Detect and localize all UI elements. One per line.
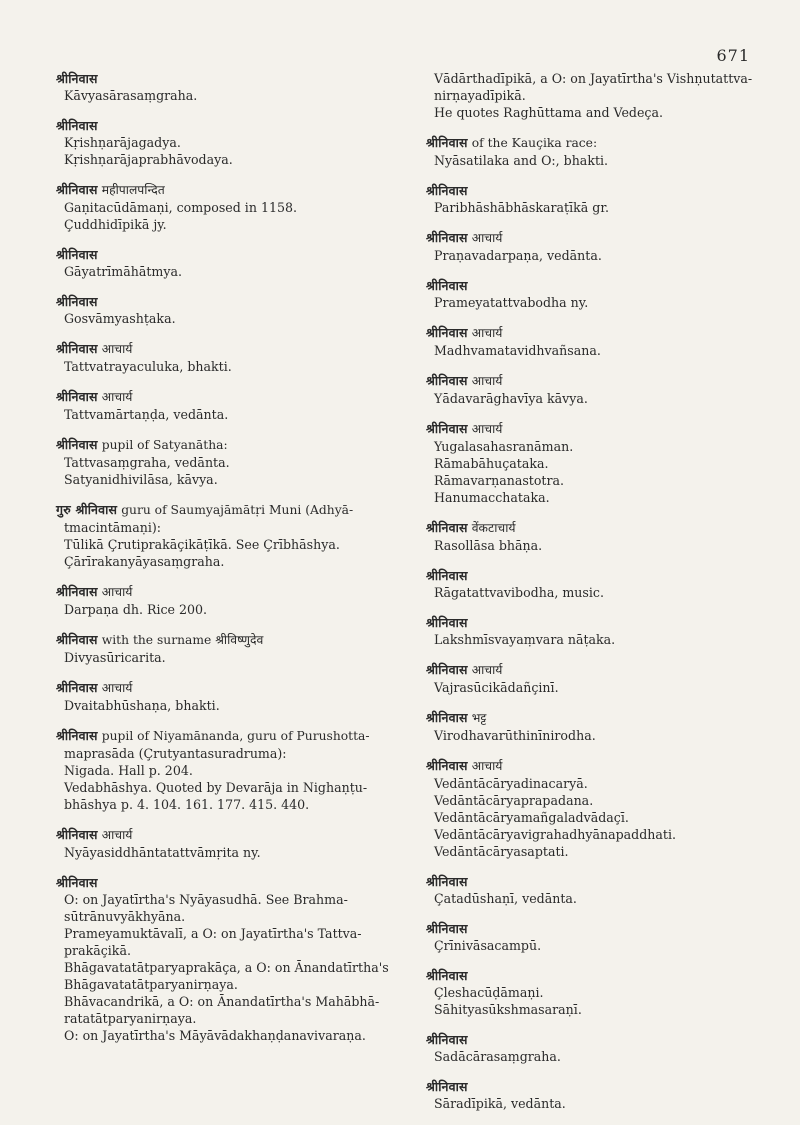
author-name-devanagari: श्रीनिवास: [426, 230, 468, 245]
work-title-line: Gāyatrīmāhātmya.: [64, 264, 182, 279]
catalog-entry: [56, 501, 398, 570]
work-title-line: Vādārthadīpikā, a O: on Jayatīrtha's Vishṇutattva-: [434, 71, 753, 86]
entry-heading: [56, 340, 398, 358]
work-title-line: Çleshacūḍāmaṇi.: [434, 985, 544, 1000]
work-title-line: prakāçikā.: [64, 943, 131, 958]
author-name-devanagari: श्रीनिवास: [426, 421, 468, 436]
work-title-line: Çrīnivāsacampū.: [434, 938, 542, 953]
entry-heading: [56, 874, 398, 891]
catalog-entry: [426, 873, 768, 907]
author-name-devanagari: श्रीनिवास: [426, 520, 468, 535]
catalog-entry: [426, 229, 768, 264]
work-title-line: Prameyamuktāvalī, a O: on Jayatīrtha's Tattva-: [64, 926, 362, 941]
author-name-devanagari: श्रीनिवास: [426, 615, 468, 630]
page-number: 671: [716, 46, 750, 65]
work-title-line: Yādavarāghavīya kāvya.: [434, 391, 588, 406]
catalog-entry: [56, 246, 398, 280]
author-name-devanagari: श्रीनिवास: [56, 437, 98, 452]
work-title-line: Praṇavadarpaṇa, vedānta.: [434, 248, 602, 263]
entry-heading: [426, 567, 768, 584]
catalog-entry: [426, 70, 768, 121]
work-title-line: Hanumacchataka.: [434, 490, 550, 505]
author-name-devanagari: गुरु श्रीनिवास: [56, 502, 118, 517]
entry-heading: [426, 661, 768, 679]
author-name-devanagari: श्रीनिवास: [426, 568, 468, 583]
work-title-line: Vedāntācāryadinacaryā.: [434, 776, 588, 791]
author-name-devanagari: श्रीनिवास: [426, 758, 468, 773]
author-name-devanagari: श्रीनिवास: [56, 341, 98, 356]
entry-heading: [56, 436, 398, 454]
work-title-line: Gaṇitacūdāmaṇi, composed in 1158.: [64, 200, 298, 215]
entry-heading: [426, 873, 768, 890]
author-note: आचार्य: [471, 759, 503, 773]
entry-heading: [426, 757, 768, 775]
author-note: pupil of Niyamānanda, guru of Purushotta-: [101, 729, 370, 743]
entry-heading: [56, 583, 398, 601]
author-name-devanagari: श्रीनिवास: [426, 1032, 468, 1047]
author-name-devanagari: श्रीनिवास: [56, 680, 98, 695]
work-title-line: Gosvāmyashṭaka.: [64, 311, 176, 326]
author-note: with the surname श्रीविष्णुदेव: [101, 633, 264, 647]
work-title-line: Çuddhidīpikā jy.: [64, 217, 167, 232]
author-name-devanagari: श्रीनिवास: [426, 135, 468, 150]
author-name-devanagari: श्रीनिवास: [56, 71, 98, 86]
entry-heading: [56, 501, 398, 519]
author-note: आचार्य: [101, 390, 133, 404]
catalog-entry: [56, 340, 398, 375]
author-note: आचार्य: [471, 422, 503, 436]
work-title-line: Bhāvacandrikā, a O: on Ānandatīrtha's Mahābhā-: [64, 994, 380, 1009]
work-title-line: Bhāgavatatātparyanirṇaya.: [64, 977, 238, 992]
catalog-entry: [426, 920, 768, 954]
catalog-entry: [56, 679, 398, 714]
entry-heading: [426, 1078, 768, 1095]
entry-heading: [426, 134, 768, 152]
work-title-line: Dvaitabhūshaṇa, bhakti.: [64, 698, 220, 713]
right-column: [426, 70, 768, 1125]
author-name-devanagari: श्रीनिवास: [426, 373, 468, 388]
author-note: pupil of Satyanātha:: [101, 438, 228, 452]
entry-heading: [56, 117, 398, 134]
author-name-devanagari: श्रीनिवास: [56, 118, 98, 133]
work-title-line: Vedāntācāryavigrahadhyānapaddhati.: [434, 827, 677, 842]
catalog-entry: [426, 757, 768, 860]
author-note: आचार्य: [471, 374, 503, 388]
entry-heading: [426, 519, 768, 537]
entry-heading: [426, 920, 768, 937]
catalog-entry: [56, 181, 398, 233]
work-title-line: Nigada. Hall p. 204.: [64, 763, 193, 778]
work-title-line: Vedabhāshya. Quoted by Devarāja in Nighaṇṭu-: [64, 780, 368, 795]
catalog-entry: [426, 967, 768, 1018]
catalog-entry: [426, 182, 768, 216]
author-note: आचार्य: [101, 681, 133, 695]
author-note: आचार्य: [471, 663, 503, 677]
work-title-line: Darpaṇa dh. Rice 200.: [64, 602, 208, 617]
entry-heading: [426, 277, 768, 294]
author-note: आचार्य: [101, 585, 133, 599]
author-name-devanagari: श्रीनिवास: [56, 632, 98, 647]
author-name-devanagari: श्रीनिवास: [426, 183, 468, 198]
work-title-line: sūtrānuvyākhyāna.: [64, 909, 186, 924]
work-title-line: Sadācārasaṃgraha.: [434, 1049, 561, 1064]
author-note: आचार्य: [471, 326, 503, 340]
author-name-devanagari: श्रीनिवास: [426, 662, 468, 677]
entry-heading: [426, 420, 768, 438]
work-title-line: bhāshya p. 4. 104. 161. 177. 415. 440.: [64, 797, 310, 812]
work-title-line: Divyasūricarita.: [64, 650, 166, 665]
catalog-entry: [56, 874, 398, 1044]
catalog-entry: [426, 134, 768, 169]
catalog-entry: [56, 826, 398, 861]
work-title-line: Çatadūshaṇī, vedānta.: [434, 891, 577, 906]
entry-heading: [426, 229, 768, 247]
catalog-entry: [426, 372, 768, 407]
work-title-line: Kāvyasārasaṃgraha.: [64, 88, 198, 103]
author-name-devanagari: श्रीनिवास: [426, 1079, 468, 1094]
author-name-devanagari: श्रीनिवास: [426, 968, 468, 983]
work-title-line: Vajrasūcikādañçinī.: [434, 680, 559, 695]
author-name-devanagari: श्रीनिवास: [426, 278, 468, 293]
catalog-entry: [426, 1031, 768, 1065]
entry-heading: [426, 182, 768, 199]
work-title-line: Vedāntācāryaprapadana.: [434, 793, 594, 808]
author-name-devanagari: श्रीनिवास: [56, 827, 98, 842]
work-title-line: Tattvamārtaṇḍa, vedānta.: [64, 407, 229, 422]
work-title-line: Çārīrakanyāyasaṃgraha.: [64, 554, 225, 569]
work-title-line: tmacintāmaṇi):: [64, 520, 162, 535]
author-note: आचार्य: [471, 231, 503, 245]
entry-heading: [56, 181, 398, 199]
catalog-entry: [56, 727, 398, 813]
author-name-devanagari: श्रीनिवास: [56, 247, 98, 262]
entry-heading: [56, 727, 398, 745]
catalog-entry: [56, 70, 398, 104]
author-name-devanagari: श्रीनिवास: [56, 875, 98, 890]
work-title-line: Virodhavarūthinīnirodha.: [434, 728, 596, 743]
left-column: [56, 70, 398, 1057]
entry-heading: [426, 709, 768, 727]
author-note: of the Kauçika race:: [471, 136, 598, 150]
author-note: guru of Saumyajāmātṛi Muni (Adhyā-: [121, 503, 354, 517]
author-name-devanagari: श्रीनिवास: [426, 921, 468, 936]
work-title-line: Tattvasaṃgraha, vedānta.: [64, 455, 230, 470]
author-name-devanagari: श्रीनिवास: [426, 325, 468, 340]
author-name-devanagari: श्रीनिवास: [56, 182, 98, 197]
author-note: वेंकटाचार्य: [471, 521, 516, 535]
work-title-line: Prameyatattvabodha ny.: [434, 295, 589, 310]
catalog-entry: [426, 709, 768, 744]
work-title-line: Lakshmīsvayaṃvara nāṭaka.: [434, 632, 616, 647]
catalog-entry: [426, 420, 768, 506]
work-title-line: Kṛishṇarājaprabhāvodaya.: [64, 152, 233, 167]
entry-heading: [56, 246, 398, 263]
author-note: आचार्य: [101, 342, 133, 356]
entry-heading: [56, 293, 398, 310]
work-title-line: Tūlikā Çrutiprakāçikāṭīkā. See Çrībhāshya.: [64, 537, 340, 552]
work-title-line: Nyāyasiddhāntatattvāmṛita ny.: [64, 845, 261, 860]
entry-heading: [56, 631, 398, 649]
catalog-entry: [426, 614, 768, 648]
catalog-entry: [56, 436, 398, 488]
author-name-devanagari: श्रीनिवास: [56, 584, 98, 599]
catalog-entry: [56, 117, 398, 168]
author-name-devanagari: श्रीनिवास: [56, 389, 98, 404]
work-title-line: Paribhāshābhāskaraṭīkā gr.: [434, 200, 609, 215]
entry-heading: [426, 372, 768, 390]
work-title-line: Tattvatrayaculuka, bhakti.: [64, 359, 232, 374]
work-title-line: O: on Jayatīrtha's Māyāvādakhaṇḍanavivaraṇa.: [64, 1028, 366, 1043]
catalog-entry: [426, 324, 768, 359]
work-title-line: Satyanidhivilāsa, kāvya.: [64, 472, 218, 487]
work-title-line: Rasollāsa bhāṇa.: [434, 538, 543, 553]
author-name-devanagari: श्रीनिवास: [426, 874, 468, 889]
work-title-line: Yugalasahasranāman.: [434, 439, 574, 454]
work-title-line: Rāmabāhuçataka.: [434, 456, 549, 471]
author-note: आचार्य: [101, 828, 133, 842]
catalog-entry: [56, 583, 398, 618]
catalog-entry: [426, 277, 768, 311]
catalog-entry: [426, 1078, 768, 1112]
work-title-line: nirṇayadīpikā.: [434, 88, 526, 103]
work-title-line: Bhāgavatatātparyaprakāça, a O: on Ānandatīrtha's: [64, 960, 389, 975]
catalog-entry: [426, 519, 768, 554]
author-note: भट्ट: [471, 711, 487, 725]
work-title-line: Kṛishṇarājagadya.: [64, 135, 181, 150]
work-title-line: Nyāsatilaka and O:, bhakti.: [434, 153, 609, 168]
entry-heading: [426, 614, 768, 631]
entry-heading: [56, 388, 398, 406]
work-title-line: Rāgatattvavibodha, music.: [434, 585, 604, 600]
work-title-line: maprasāda (Çrutyantasuradruma):: [64, 746, 287, 761]
catalog-entry: [56, 388, 398, 423]
author-name-devanagari: श्रीनिवास: [56, 728, 98, 743]
entry-heading: [56, 679, 398, 697]
catalog-entry: [426, 661, 768, 696]
work-title-line: Madhvamatavidhvañsana.: [434, 343, 601, 358]
author-note: महीपालपन्दित: [101, 183, 165, 197]
catalog-entry: [56, 293, 398, 327]
author-name-devanagari: श्रीनिवास: [56, 294, 98, 309]
entry-heading: [56, 826, 398, 844]
work-title-line: Vedāntācāryasaptati.: [434, 844, 569, 859]
catalog-entry: [56, 631, 398, 666]
work-title-line: O: on Jayatīrtha's Nyāyasudhā. See Brahma-: [64, 892, 348, 907]
work-title-line: Rāmavarṇanastotra.: [434, 473, 565, 488]
entry-heading: [426, 1031, 768, 1048]
work-title-line: ratatātparyanirṇaya.: [64, 1011, 197, 1026]
work-title-line: Sāradīpikā, vedānta.: [434, 1096, 566, 1111]
entry-heading: [426, 967, 768, 984]
work-title-line: Sāhityasūkshmasaraṇī.: [434, 1002, 582, 1017]
catalog-entry: [426, 567, 768, 601]
author-name-devanagari: श्रीनिवास: [426, 710, 468, 725]
entry-heading: [426, 324, 768, 342]
work-title-line: He quotes Raghūttama and Vedeça.: [434, 105, 663, 120]
entry-heading: [56, 70, 398, 87]
work-title-line: Vedāntācāryamañgaladvādaçī.: [434, 810, 629, 825]
